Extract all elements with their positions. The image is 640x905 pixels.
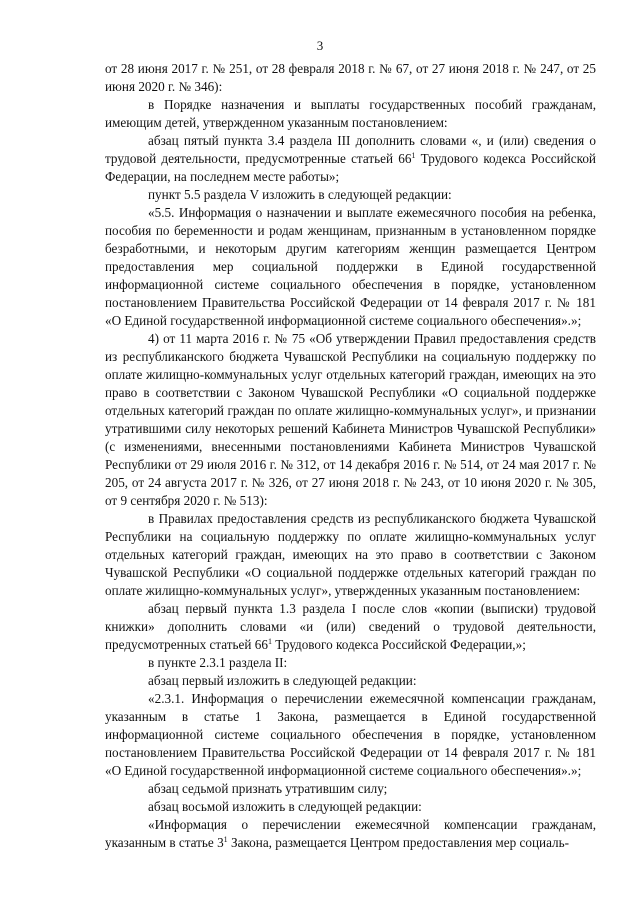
paragraph: абзац первый изложить в следующей редакции:: [148, 673, 417, 688]
paragraph-text: Трудового кодекса Российской Федерации, на последнем месте работы»;: [105, 151, 596, 184]
paragraph: в Порядке назначения и выплаты государственных пособий гражданам, имеющим детей, утвержденном указанным постановлением:: [105, 97, 596, 130]
paragraph-text: «Информация о перечислении ежемесячной компенсации гражданам, указанным в статье 3: [105, 817, 596, 850]
paragraph: [105, 816, 596, 852]
paragraph: «2.3.1. Информация о перечислении ежемесячной компенсации гражданам, указанным в статье 1 Закона, размещается в Единой государственной информационной системе социального обеспечения в порядке, установленном постановлением Правительства Российской Федерации от 14 февраля 2017 г. № 181 «О Единой государственной информационной системе социального обеспечения».»;: [105, 691, 596, 778]
paragraph: 4) от 11 марта 2016 г. № 75 «Об утверждении Правил предоставления средств из республиканского бюджета Чувашской Республики на социальную поддержку по оплате жилищно-коммунальных услуг отдельных категорий граждан, имеющих на это право в соответствии с Законом Чувашской Республики «О социальной поддержке отдельных категорий граждан по оплате жилищно-коммунальных услуг», и признании утратившими силу некоторых решений Кабинета Министров Чувашской Республики» (с изменениями, внесенными постановлениями Кабинета Министров Чувашской Республики от 29 июля 2016 г. № 312, от 14 декабря 2016 г. № 514, от 24 мая 2017 г. № 205, от 24 августа 2017 г. № 326, от 27 июня 2018 г. № 243, от 10 июня 2020 г. № 305, от 9 сентября 2020 г. № 513):: [105, 331, 596, 508]
paragraph: абзац седьмой признать утратившим силу;: [148, 781, 388, 796]
paragraph-text: Трудового кодекса Российской Федерации,»;: [271, 637, 526, 652]
paragraph-text: Закона, размещается Центром предоставления мер социаль-: [227, 835, 570, 850]
paragraph-text: абзац пятый пункта 3.4 раздела III дополнить словами «, и (или) сведения о трудовой деятельности, предусмотренные статьей 66: [105, 133, 596, 166]
superscript: 1: [267, 637, 272, 646]
superscript: 1: [223, 835, 228, 844]
paragraph: пункт 5.5 раздела V изложить в следующей редакции:: [148, 187, 452, 202]
paragraph: в Правилах предоставления средств из республиканского бюджета Чувашской Республики на социальную поддержку по оплате жилищно-коммунальных услуг отдельных категорий граждан, имеющих на это право в соответствии с Законом Чувашской Республики «О социальной поддержке отдельных категорий граждан по оплате жилищно-коммунальных услуг», утвержденных указанным постановлением:: [105, 511, 596, 598]
paragraph-text: абзац первый пункта 1.3 раздела I после слов «копии (выписки) трудовой книжки» дополнить словами «и (или) сведений о трудовой деятельности, предусмотренных статьей 66: [105, 601, 596, 652]
document-body: [105, 60, 596, 852]
paragraph: «5.5. Информация о назначении и выплате ежемесячного пособия на ребенка, пособия по беременности и родам женщинам, признанным в установленном порядке безработными, и некоторым другим категориям женщин размещается Центром предоставления мер социальной поддержки в Единой государственной информационной системе социального обеспечения в порядке, установленном постановлением Правительства Российской Федерации от 14 февраля 2017 г. № 181 «О Единой государственной информационной системе социального обеспечения».»;: [105, 205, 596, 328]
paragraph: от 28 июня 2017 г. № 251, от 28 февраля 2018 г. № 67, от 27 июня 2018 г. № 247, от 25 июня 2020 г. № 346):: [105, 61, 596, 94]
paragraph: [105, 600, 596, 654]
page-number: 3: [316, 38, 324, 53]
paragraph: [105, 132, 596, 186]
paragraph: абзац восьмой изложить в следующей редакции:: [148, 799, 422, 814]
paragraph: в пункте 2.3.1 раздела II:: [148, 655, 288, 670]
superscript: 1: [411, 151, 416, 160]
